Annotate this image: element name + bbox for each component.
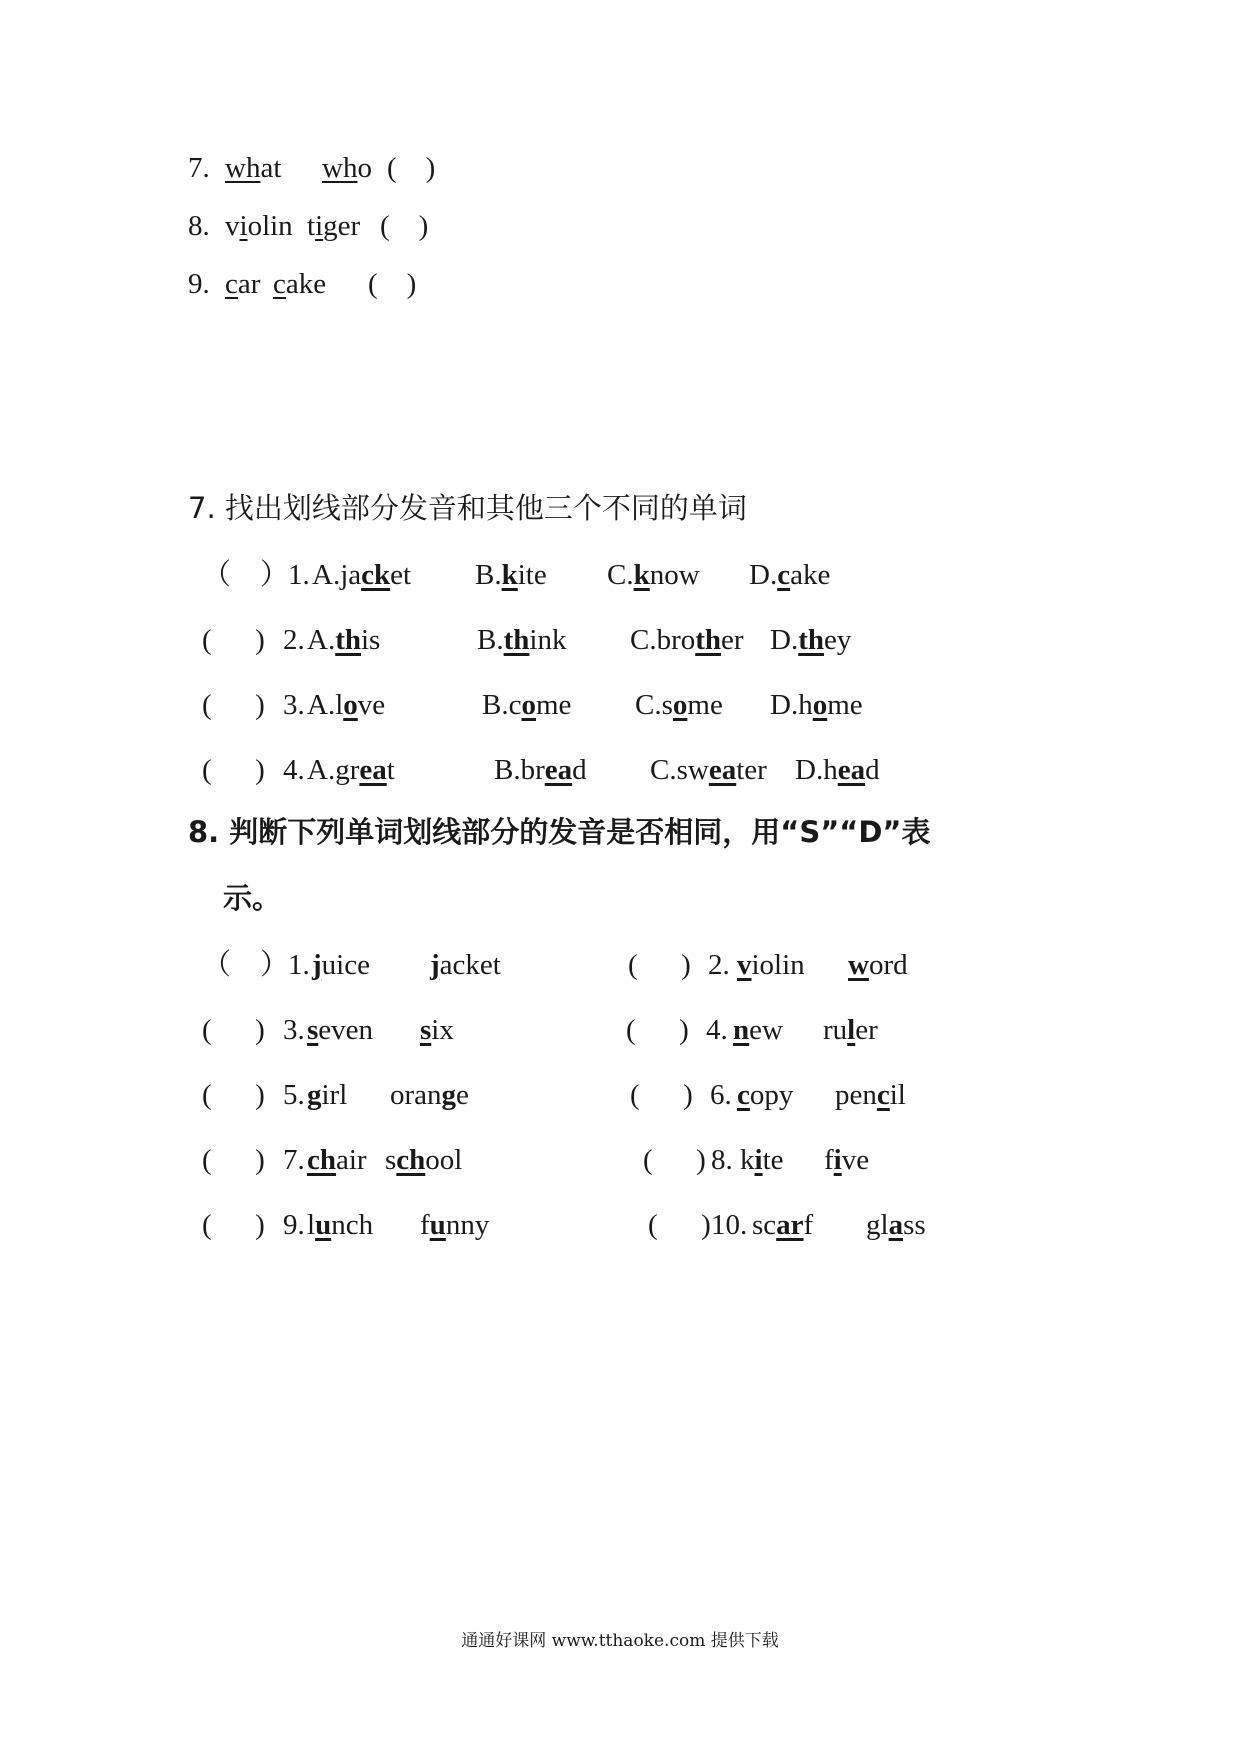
answer-bracket[interactable]: ( ): [202, 1209, 265, 1241]
word-two: [824, 1140, 869, 1180]
word-part: B.: [475, 559, 502, 591]
answer-bracket[interactable]: ( ): [380, 210, 429, 242]
word-part: oran: [390, 1079, 442, 1111]
underlined-letters: ch: [307, 1144, 336, 1176]
word-part: D.: [770, 624, 799, 656]
item-number: 3.: [283, 1014, 305, 1046]
word-part: even: [318, 1014, 374, 1046]
underlined-letters: th: [503, 624, 530, 656]
word-part: B.: [477, 624, 504, 656]
word-part: ix: [431, 1014, 454, 1046]
word-part: D.h: [795, 754, 838, 786]
word-part: A.: [307, 624, 336, 656]
underlined-letters: i: [833, 1144, 842, 1176]
word-two: [430, 945, 501, 985]
option-d: [749, 555, 830, 595]
word-two: [848, 945, 908, 985]
underlined-letters: o: [812, 689, 828, 721]
word-part: e: [456, 1079, 469, 1111]
word-part: ss: [903, 1209, 926, 1241]
underlined-letters: c: [225, 268, 238, 300]
word-two: [307, 206, 360, 246]
word-part: nch: [331, 1209, 374, 1241]
option-a: [307, 620, 380, 660]
underlined-letters: c: [273, 268, 286, 300]
word-part: now: [649, 559, 700, 591]
word-part: opy: [749, 1079, 794, 1111]
underlined-letters: ea: [708, 754, 737, 786]
word-part: A.l: [307, 689, 344, 721]
word-part: me: [535, 689, 572, 721]
word-part: er: [721, 624, 744, 656]
answer-bracket[interactable]: ( ): [630, 1079, 693, 1111]
item-number: 8.: [711, 1144, 733, 1176]
underlined-letters: o: [672, 689, 688, 721]
underlined-letters: i: [239, 210, 248, 242]
word-part: ve: [357, 689, 386, 721]
word-two: [385, 1140, 462, 1180]
word-part: C.sw: [650, 754, 709, 786]
word-part: v: [225, 210, 240, 242]
item-number: 4.: [706, 1014, 728, 1046]
word-two: [420, 1205, 489, 1245]
answer-bracket[interactable]: ( ): [202, 624, 265, 656]
underlined-letters: o: [521, 689, 536, 721]
word-two: [823, 1010, 878, 1050]
word-part: ake: [790, 559, 831, 591]
word-part: te: [762, 1144, 784, 1176]
option-d: [795, 750, 880, 790]
underlined-letters: n: [733, 1014, 750, 1046]
underlined-letters: k: [633, 559, 650, 591]
option-d: [770, 685, 863, 725]
underlined-letters: ea: [544, 754, 573, 786]
option-b: [475, 555, 547, 595]
word-one: [737, 1075, 793, 1115]
underlined-letters: th: [695, 624, 722, 656]
answer-bracket[interactable]: ( ): [368, 268, 417, 300]
option-c: [635, 685, 723, 725]
underlined-letters: c: [876, 1079, 890, 1111]
answer-bracket[interactable]: ( ): [648, 1209, 711, 1241]
word-part: d: [865, 754, 880, 786]
underlined-letters: g: [307, 1079, 322, 1111]
section-8-title: 8. 判断下列单词划线部分的发音是否相同，用“S”“D”表: [188, 815, 931, 849]
word-part: gl: [866, 1209, 889, 1241]
word-one: [752, 1205, 813, 1245]
answer-bracket[interactable]: ( ): [202, 1079, 265, 1111]
exercise-row: [0, 264, 417, 464]
underlined-letters: o: [343, 689, 358, 721]
underlined-letters: a: [888, 1209, 904, 1241]
underlined-letters: s: [307, 1014, 319, 1046]
word-part: D.h: [770, 689, 813, 721]
word-part: ite: [517, 559, 547, 591]
word-one: [740, 1140, 784, 1180]
underlined-letters: v: [737, 949, 752, 981]
word-part: ey: [824, 624, 852, 656]
item-number: 9.: [188, 268, 210, 300]
underlined-letters: wh: [322, 152, 358, 184]
underlined-letters: ck: [361, 559, 391, 591]
underlined-letters: j: [312, 949, 322, 981]
underlined-letters: g: [441, 1079, 457, 1111]
item-number: 1.: [288, 949, 310, 981]
word-one: [307, 1010, 373, 1050]
word-part: ink: [529, 624, 567, 656]
answer-bracket[interactable]: （ ）: [202, 559, 290, 591]
underlined-letters: ar: [776, 1209, 804, 1241]
word-part: sc: [752, 1209, 777, 1241]
word-one: [307, 1140, 367, 1180]
word-part: olin: [247, 210, 293, 242]
word-part: irl: [321, 1079, 348, 1111]
option-a: [307, 685, 385, 725]
word-part: ger: [323, 210, 361, 242]
underlined-letters: th: [335, 624, 361, 656]
word-part: C.s: [635, 689, 673, 721]
word-part: pen: [835, 1079, 877, 1111]
underlined-letters: ch: [396, 1144, 426, 1176]
word-part: is: [361, 624, 381, 656]
word-part: ar: [237, 268, 261, 300]
answer-bracket[interactable]: ( ): [202, 1014, 265, 1046]
underlined-letters: ea: [837, 754, 866, 786]
underlined-letters: th: [798, 624, 824, 656]
item-number: 2.: [708, 949, 730, 981]
word-part: B.br: [494, 754, 545, 786]
underlined-letters: u: [315, 1209, 332, 1241]
word-part: f: [824, 1144, 834, 1176]
answer-bracket[interactable]: ( ): [202, 754, 265, 786]
word-part: D.: [749, 559, 778, 591]
word-part: f: [420, 1209, 430, 1241]
answer-bracket[interactable]: ( ): [628, 949, 691, 981]
section-7-title: 7. 找出划线部分发音和其他三个不同的单词: [188, 491, 747, 525]
pair-row: [0, 1205, 926, 1565]
word-part: k: [740, 1144, 755, 1176]
underlined-letters: wh: [225, 152, 261, 184]
option-a: [312, 555, 411, 595]
option-d: [770, 620, 851, 660]
answer-bracket[interactable]: ( ): [202, 1144, 265, 1176]
word-part: me: [687, 689, 723, 721]
answer-bracket[interactable]: ( ): [387, 152, 436, 184]
underlined-letters: l: [847, 1014, 856, 1046]
option-b: [477, 620, 566, 660]
word-part: C.: [607, 559, 634, 591]
option-b: [482, 685, 571, 725]
underlined-letters: i: [315, 210, 324, 242]
option-c: [650, 750, 767, 790]
item-number: 7.: [283, 1144, 305, 1176]
word-part: d: [572, 754, 587, 786]
underlined-letters: s: [420, 1014, 432, 1046]
underlined-letters: c: [737, 1079, 750, 1111]
item-number: 9.: [283, 1209, 305, 1241]
word-part: ord: [868, 949, 908, 981]
footer-text: 通通好课网 www.tthaoke.com 提供下载: [461, 1631, 779, 1651]
option-c: [607, 555, 700, 595]
word-part: s: [385, 1144, 397, 1176]
word-one: [225, 264, 260, 304]
item-number: 8.: [188, 210, 210, 242]
word-part: air: [336, 1144, 367, 1176]
underlined-letters: c: [777, 559, 791, 591]
item-number: 2.: [283, 624, 305, 656]
word-part: iolin: [751, 949, 805, 981]
word-one: [733, 1010, 783, 1050]
item-number: 3.: [283, 689, 305, 721]
underlined-letters: u: [429, 1209, 446, 1241]
answer-bracket[interactable]: ( ): [626, 1014, 689, 1046]
section-8-title-cont: 示。: [223, 881, 282, 915]
word-two: [390, 1075, 469, 1115]
word-part: ru: [823, 1014, 848, 1046]
word-two: [322, 148, 372, 188]
word-part: f: [803, 1209, 814, 1241]
word-part: ve: [841, 1144, 870, 1176]
word-part: C.bro: [630, 624, 696, 656]
word-part: A.gr: [307, 754, 360, 786]
word-part: ake: [285, 268, 327, 300]
word-part: uice: [321, 949, 370, 981]
underlined-letters: j: [430, 949, 440, 981]
word-one: [225, 206, 293, 246]
word-two: [273, 264, 326, 304]
word-part: A.ja: [312, 559, 362, 591]
item-number: 4.: [283, 754, 305, 786]
option-a: [307, 750, 395, 790]
word-part: at: [260, 152, 282, 184]
word-part: ool: [425, 1144, 463, 1176]
underlined-letters: ea: [359, 754, 387, 786]
option-b: [494, 750, 587, 790]
word-part: nny: [445, 1209, 490, 1241]
word-one: [312, 945, 370, 985]
word-part: l: [307, 1209, 316, 1241]
item-number: 10.: [711, 1209, 748, 1241]
word-two: [835, 1075, 906, 1115]
word-part: er: [855, 1014, 878, 1046]
underlined-letters: w: [848, 949, 869, 981]
answer-bracket[interactable]: （ ）: [202, 949, 290, 981]
word-part: o: [357, 152, 372, 184]
item-number: 1.: [288, 559, 310, 591]
word-one: [737, 945, 805, 985]
item-number: 7.: [188, 152, 210, 184]
word-part: ew: [749, 1014, 783, 1046]
word-part: t: [307, 210, 316, 242]
answer-bracket[interactable]: ( ): [643, 1144, 706, 1176]
answer-bracket[interactable]: ( ): [202, 689, 265, 721]
word-one: [225, 148, 281, 188]
item-number: 6.: [710, 1079, 732, 1111]
word-part: et: [390, 559, 412, 591]
word-part: ter: [736, 754, 767, 786]
word-two: [866, 1205, 926, 1245]
word-part: t: [386, 754, 395, 786]
word-one: [307, 1075, 347, 1115]
item-number: 5.: [283, 1079, 305, 1111]
word-part: B.c: [482, 689, 522, 721]
underlined-letters: k: [501, 559, 518, 591]
underlined-letters: i: [754, 1144, 763, 1176]
word-part: il: [889, 1079, 906, 1111]
word-part: acket: [439, 949, 501, 981]
word-part: me: [827, 689, 863, 721]
word-one: [307, 1205, 373, 1245]
option-c: [630, 620, 744, 660]
word-two: [420, 1010, 454, 1050]
